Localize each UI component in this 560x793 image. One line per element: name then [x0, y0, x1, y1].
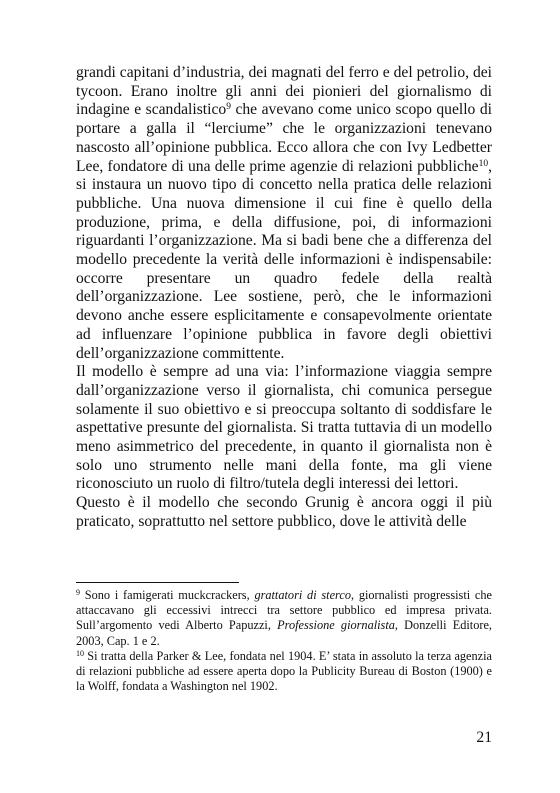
paragraph-1-part-3: , si instaura un nuovo tipo di concetto nella pratica delle relazioni pubbliche. Una nuova dimensione il cui fine è quello della produzione, prima, e della diffusione, poi, di informazioni riguardanti l’organizzazione. Ma si badi bene che a differenza del modello precedente la verità delle informazioni è indispensabile: occorre presentare un quadro fedele della realtà dell’organizzazione. Lee sostiene, però, che le informazioni devono anche essere esplicitamente e consapevolmente orientate ad influenzare l’opinione pubblica in favore degli obiettivi dell’organizzazione committente. — [76, 157, 492, 362]
paragraph-2: Il modello è sempre ad una via: l’informazione viaggia sempre dall’organizzazione verso il giornalista, chi comunica persegue solamente il suo obiettivo e si preoccupa soltanto di soddisfare le aspettative presunte del giornalista. Si tratta tuttavia di un modello meno asimmetrico del precedente, in quanto il giornalista non è solo uno strumento nelle mani della fonte, ma gli viene riconosciuto un ruolo di filtro/tutela degli interessi dei lettori. — [76, 363, 492, 493]
main-text — [76, 64, 492, 532]
footnote-9-part-1: Sono i famigerati muckcrackers, — [80, 588, 255, 602]
footnote-9-part-2: , giornalisti progressisti che attaccavano gli eccessivi intrecci tra settore pubblico ed impresa privata. Sull’argomento vedi Alberto Papuzzi, — [76, 588, 493, 633]
footnote-9-italic-term: grattatori di sterco — [254, 588, 351, 602]
page-number: 21 — [476, 729, 492, 746]
footnotes — [76, 588, 492, 694]
footnote-9-number: 9 — [76, 588, 80, 597]
paragraph-3: Questo è il modello che secondo Grunig è ancora oggi il più praticato, soprattutto nel settore pubblico, dove le attività delle — [76, 494, 492, 530]
footnote-9-book-title: Professione giornalista — [277, 618, 395, 633]
footnote-ref-9[interactable]: 9 — [226, 102, 231, 113]
footnote-9-part-3: , Donzelli Editore, 2003, Cap. 1 e 2. — [76, 618, 492, 648]
paragraph-1-part-1: grandi capitani d’industria, dei magnati del ferro e del petrolio, dei tycoon. Erano inoltre gli anni dei pionieri del giornalismo di indagine e scandalistico — [76, 64, 492, 119]
footnote-ref-10[interactable]: 10 — [478, 158, 489, 169]
footnote-10-number: 10 — [76, 648, 84, 658]
footnote-9 — [76, 588, 492, 649]
footnote-10 — [76, 649, 492, 695]
footnote-10-text: Si tratta della Parker & Lee, fondata nel 1904. E’ stata in assoluto la terza agenzia di relazioni pubbliche ad essere aperta dopo la Publicity Bureau di Boston (1900) e la Wolff, fondata a Washington nel 1902. — [76, 648, 492, 694]
paragraph-1 — [76, 64, 492, 363]
paragraph-1-part-2: che avevano come unico scopo quello di portare a galla il “lerciume” che le organizzazioni tenevano nascosto all’opinione pubblica. Ecco allora che con Ivy Ledbetter Lee, fondatore di una delle prime agenzie di relazioni pubbliche — [76, 101, 492, 175]
footnote-separator — [76, 582, 239, 583]
